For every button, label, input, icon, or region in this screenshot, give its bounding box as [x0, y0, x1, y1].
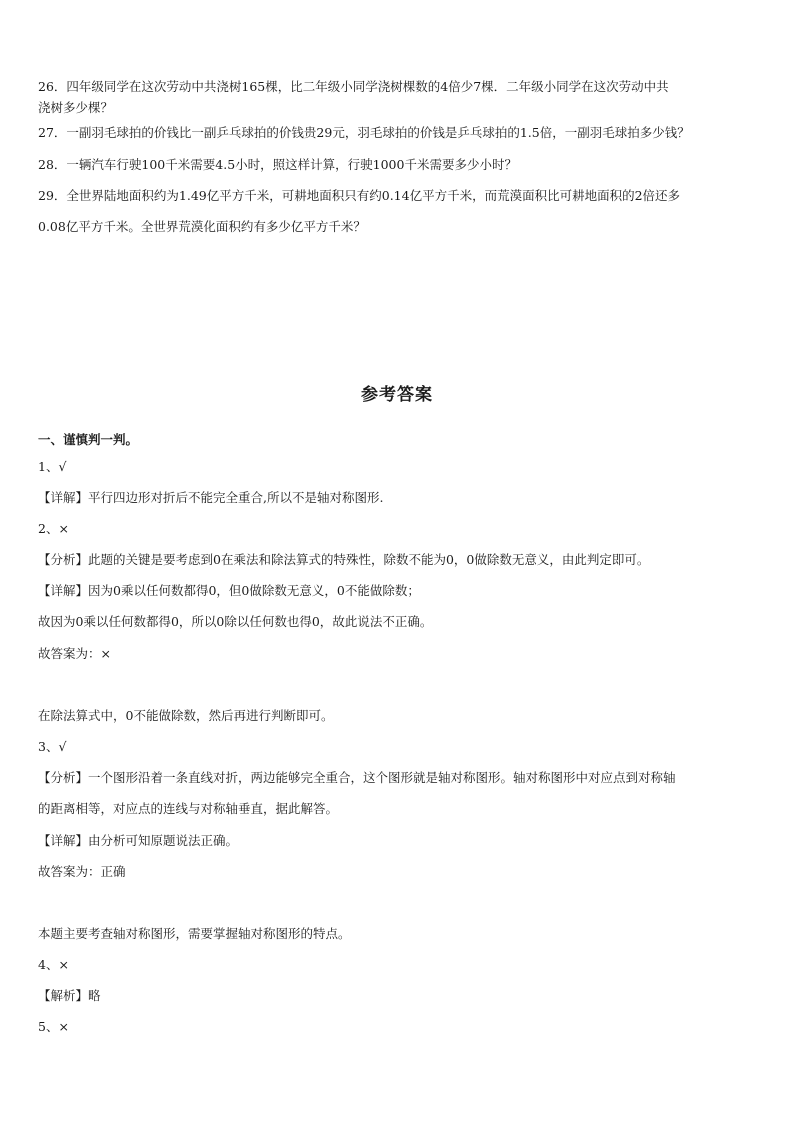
answer-2: 2、× — [38, 521, 69, 536]
answer-3-note: 本题主要考查轴对称图形，需要掌握轴对称图形的特点。 — [38, 926, 351, 941]
answer-3-result: 故答案为：正确 — [38, 864, 126, 879]
answer-4: 4、× — [38, 957, 69, 972]
question-27: 27．一副羽毛球拍的价钱比一副乒乓球拍的价钱贵29元，羽毛球拍的价钱是乒乓球拍的1.5倍，一副羽毛球拍多少钱？ — [38, 125, 690, 140]
answer-2-analysis: 【分析】此题的关键是要考虑到0在乘法和除法算式的特殊性，除数不能为0，0做除数无意义，由此判定即可。 — [38, 552, 650, 567]
answer-2-reason: 故因为0乘以任何数都得0，所以0除以任何数也得0，故此说法不正确。 — [38, 614, 433, 629]
question-28: 28．一辆汽车行驶100千米需要4.5小时，照这样计算，行驶1000千米需要多少小时？ — [38, 157, 517, 172]
answer-2-result: 故答案为：× — [38, 646, 111, 661]
question-26-line-1: 26．四年级同学在这次劳动中共浇树165棵，比二年级小同学浇树棵数的4倍少7棵．二年级小同学在这次劳动中共 — [38, 79, 669, 94]
answer-3-analysis-line-1: 【分析】一个图形沿着一条直线对折，两边能够完全重合，这个图形就是轴对称图形。轴对称图形中对应点到对称轴 — [38, 770, 676, 785]
answer-2-note: 在除法算式中，0不能做除数，然后再进行判断即可。 — [38, 708, 334, 723]
question-26-line-2: 浇树多少棵？ — [38, 100, 114, 115]
answers-title: 参考答案 — [361, 385, 433, 405]
answer-5: 5、× — [38, 1019, 69, 1034]
question-29-line-2: 0.08亿平方千米。全世界荒漠化面积约有多少亿平方千米？ — [38, 219, 366, 234]
answer-3-analysis-line-2: 的距离相等，对应点的连线与对称轴垂直，据此解答。 — [38, 801, 339, 816]
answer-2-detail: 【详解】因为0乘以任何数都得0，但0做除数无意义，0不能做除数； — [38, 583, 420, 598]
answer-3: 3、√ — [38, 739, 67, 754]
answer-1-detail: 【详解】平行四边形对折后不能完全重合,所以不是轴对称图形. — [38, 490, 384, 505]
answer-4-detail: 【解析】略 — [38, 988, 101, 1003]
question-29-line-1: 29．全世界陆地面积约为1.49亿平方千米，可耕地面积只有约0.14亿平方千米，而荒漠面积比可耕地面积的2倍还多 — [38, 188, 681, 203]
answer-3-detail: 【详解】由分析可知原题说法正确。 — [38, 833, 239, 848]
answer-1: 1、√ — [38, 459, 67, 474]
section-heading: 一、谨慎判一判。 — [38, 432, 139, 447]
